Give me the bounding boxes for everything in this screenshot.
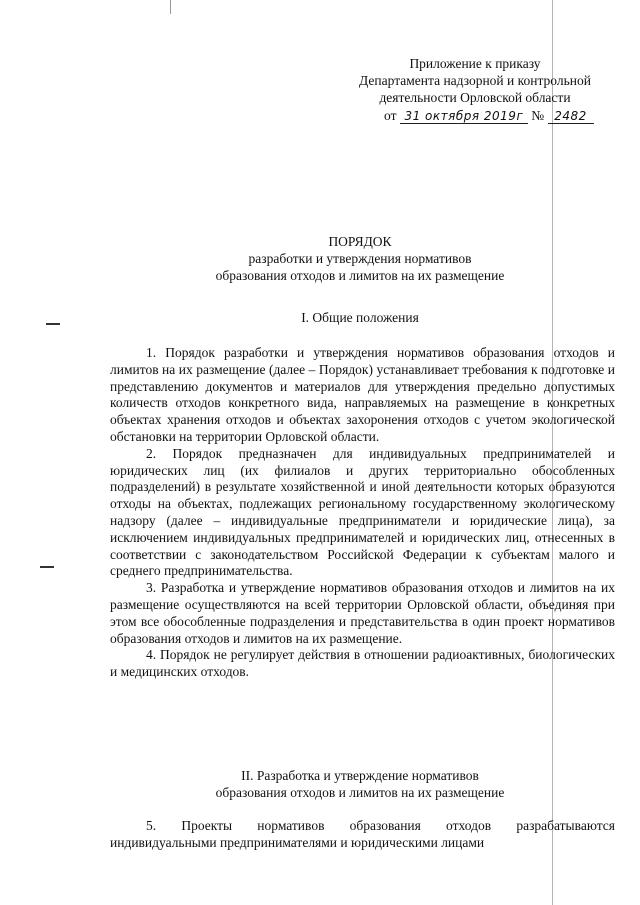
appendix-header <box>340 55 610 106</box>
appendix-line-1: Приложение к приказу <box>409 56 541 71</box>
paragraph-1: 1. Порядок разработки и утверждения нормативов образования отходов и лимитов на их размещение (далее – Порядок) устанавливает требования к подготовке и представлению документов и материалов для утверждения предельно допустимых количеств отходов конкретного вида, направляемых на размещение в конкретных объектах хранения отходов и объектах захоронения отходов с учетом экологической обстановки на территории Орловской области. <box>110 345 615 444</box>
handwritten-number: 2482 <box>548 109 594 124</box>
scan-top-mark <box>170 0 171 14</box>
handwritten-date: 31 октября 2019г <box>400 109 528 124</box>
section-2-body <box>110 818 615 852</box>
paragraph-4: 4. Порядок не регулирует действия в отношении радиоактивных, биологических и медицинских отходов. <box>110 647 615 680</box>
section-1-body <box>110 345 615 681</box>
from-label: от <box>384 108 397 123</box>
appendix-line-3: деятельности Орловской области <box>379 90 571 105</box>
paragraph-3: 3. Разработка и утверждение нормативов образования отходов и лимитов на их размещение осуществляются на всей территории Орловской области, объединяя при этом все обособленные подразделения и представительства в один проект нормативов образования отходов и лимитов на их размещение. <box>110 580 615 646</box>
margin-mark <box>46 323 60 325</box>
section-2-heading-line-2: образования отходов и лимитов на их размещение <box>215 785 505 800</box>
title-sub-2: образования отходов и лимитов на их размещение <box>215 268 505 283</box>
number-label: № <box>531 108 545 123</box>
margin-mark <box>40 566 54 568</box>
section-2-heading <box>170 767 550 801</box>
paragraph-5: 5. Проекты нормативов образования отходов разрабатываются индивидуальными предпринимателями и юридическими лицами <box>110 818 615 850</box>
document-title <box>140 233 580 284</box>
paragraph-2: 2. Порядок предназначен для индивидуальных предпринимателей и юридических лиц (их филиалов и других территориально обособленных подразделений) в результате хозяйственной и иной деятельности которых образуются отходы на объектах, подлежащих региональному государственному экологическому надзору (далее – индивидуальные предприниматели и юридические лица), за исключением индивидуальных предпринимателей и юридических лиц, отнесенных в соответствии с законодательством Российской Федерации к субъектам малого и среднего предпринимательства. <box>110 445 615 579</box>
section-1-heading: I. Общие положения <box>301 310 419 325</box>
title-sub-1: разработки и утверждения нормативов <box>248 251 472 266</box>
order-date-line <box>384 108 594 124</box>
title-main: ПОРЯДОК <box>328 234 392 249</box>
section-2-heading-line-1: II. Разработка и утверждение нормативов <box>241 768 479 783</box>
appendix-line-2: Департамента надзорной и контрольной <box>359 73 591 88</box>
